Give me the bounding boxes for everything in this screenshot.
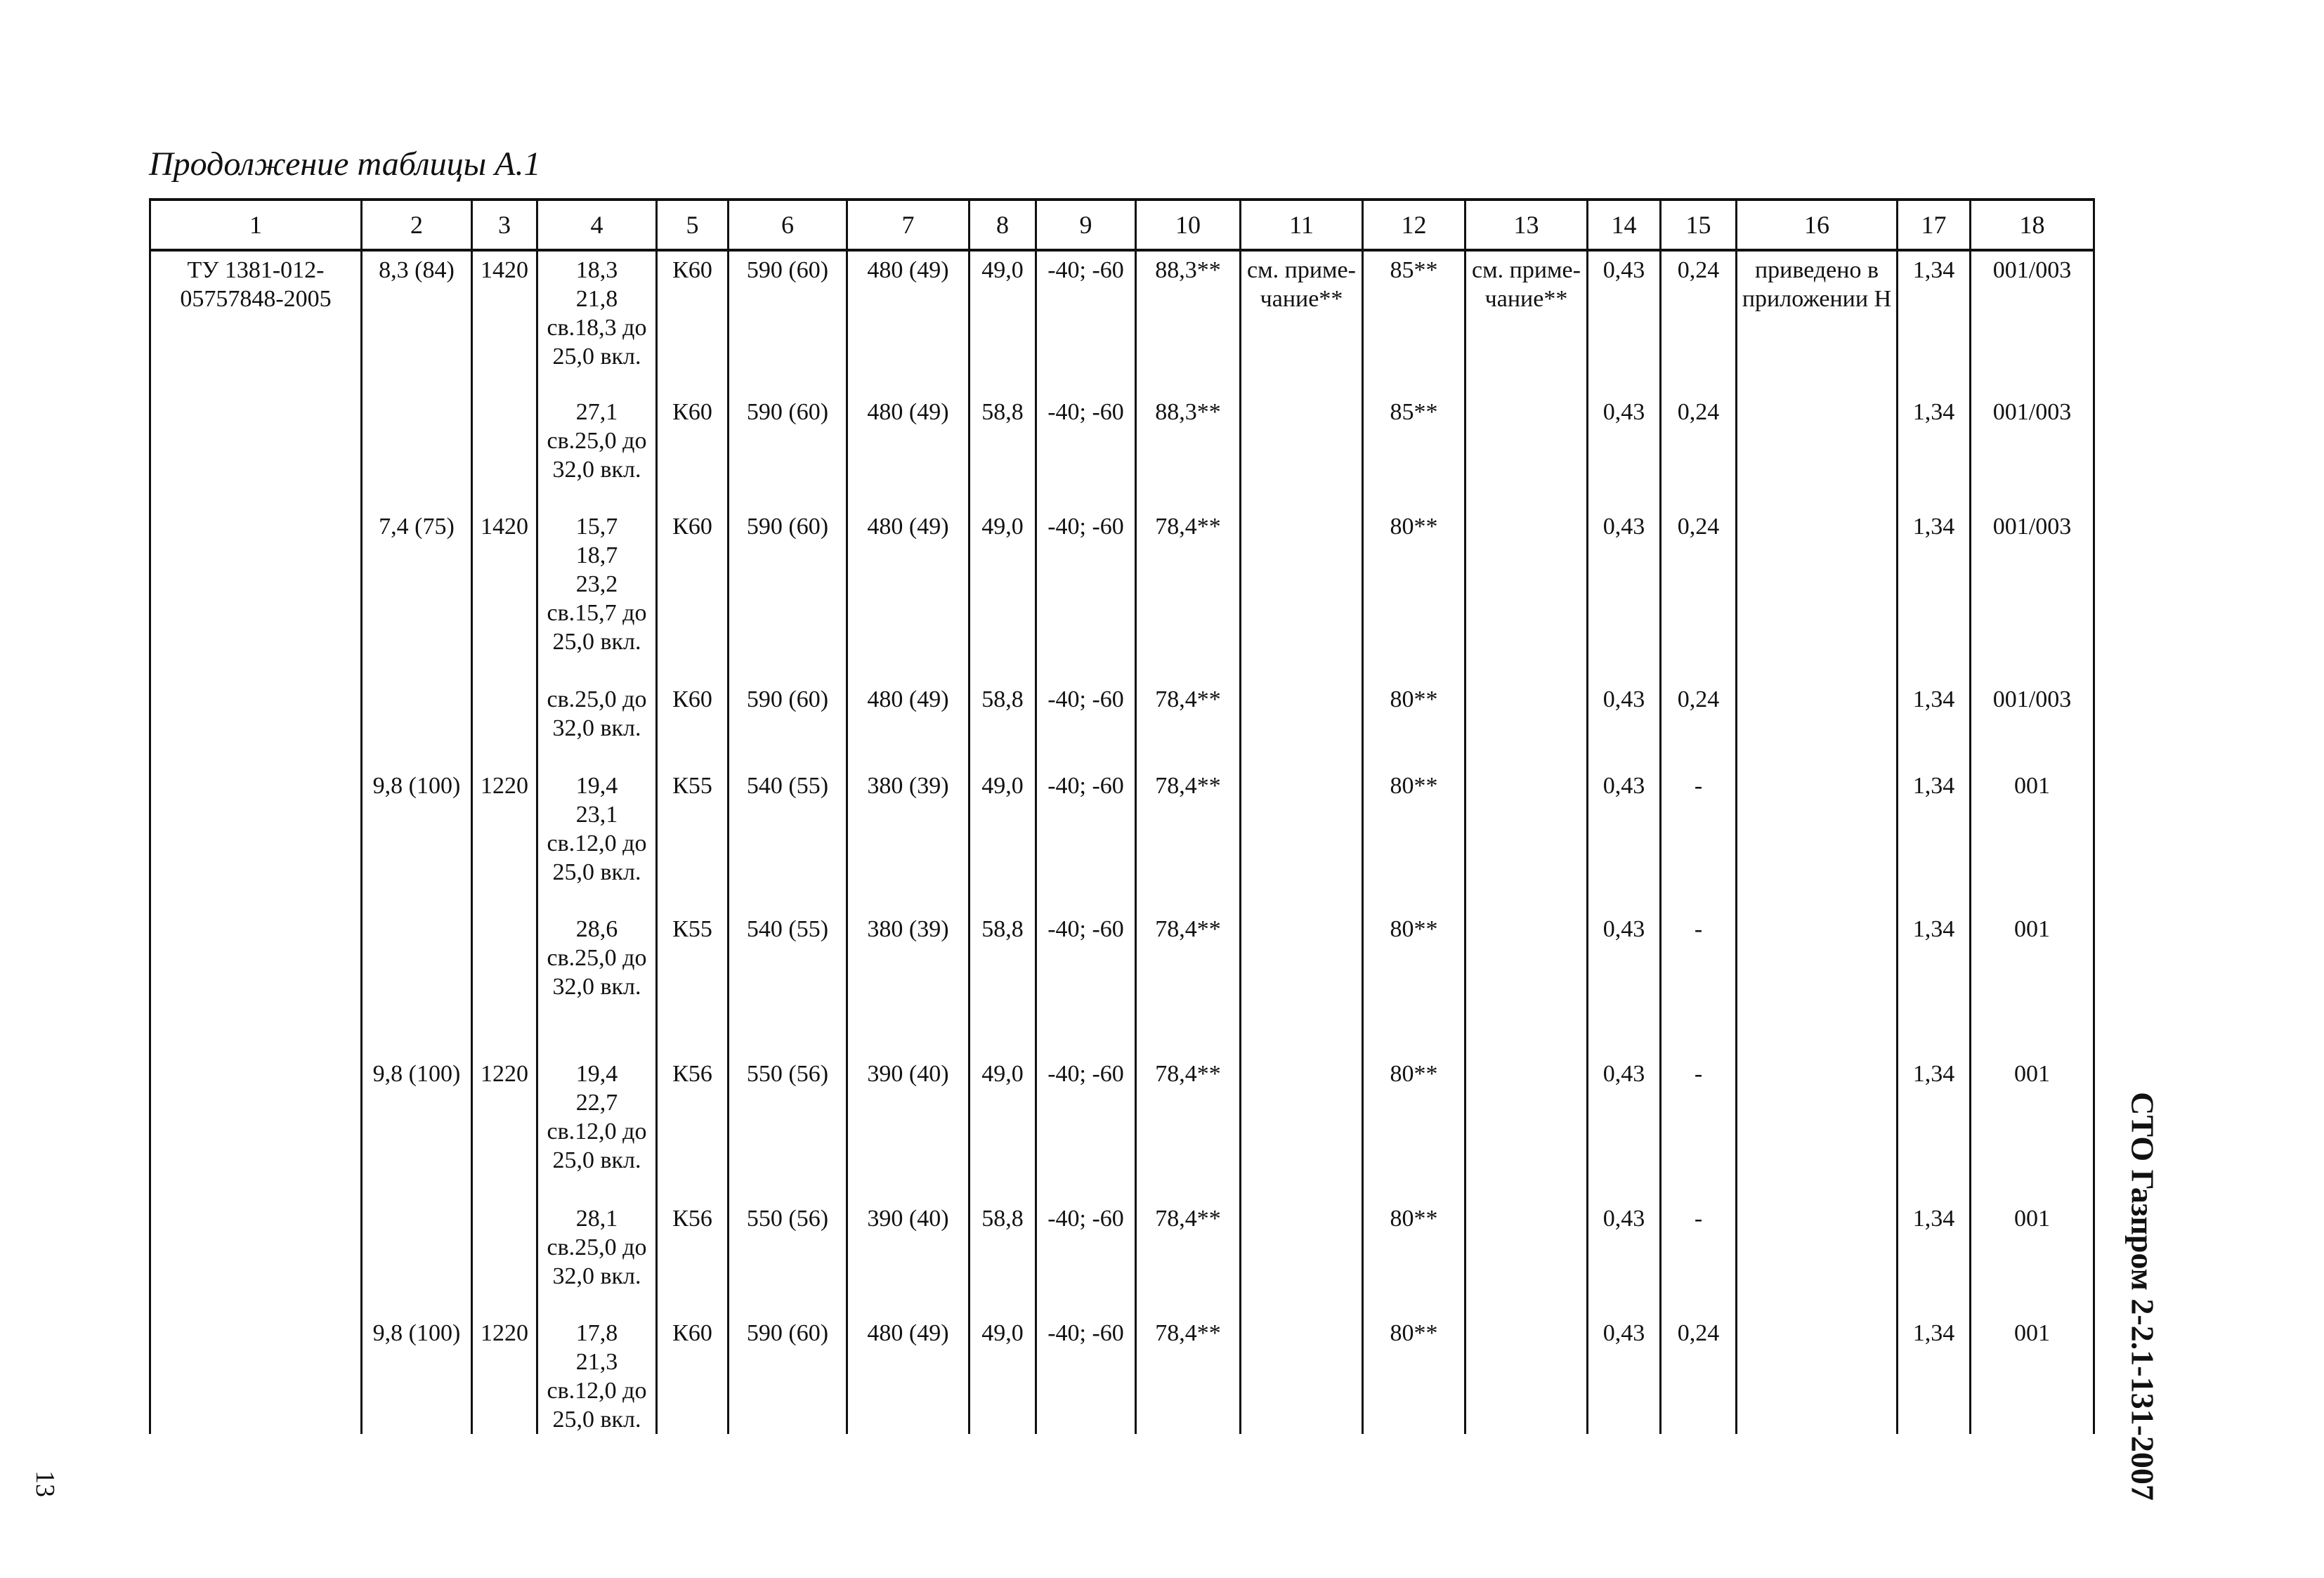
table-cell-col-8: 49,0 (970, 767, 1036, 911)
table-cell-col-5: К55 (657, 911, 729, 1055)
table-cell-col-15: 0,24 (1661, 393, 1737, 508)
table-cell-col-17: 1,34 (1898, 1200, 1971, 1315)
table-cell-col-5: К60 (657, 508, 729, 681)
table-cell-col-15: - (1661, 911, 1737, 1055)
table-cell-col-6: 590 (60) (729, 393, 847, 508)
table-cell-col-10: 78,4** (1136, 1200, 1241, 1315)
table-cell-col-10: 88,3** (1136, 393, 1241, 508)
table-cell-col-4: 28,1 св.25,0 до 32,0 вкл. (537, 1200, 657, 1315)
table-cell-col-9: -40; -60 (1036, 681, 1136, 767)
table-cell-col-7: 480 (49) (847, 681, 970, 767)
table-cell-col-18: 001/003 (1971, 681, 2094, 767)
table-cell-col-13 (1465, 911, 1588, 1055)
table-cell-col-10: 78,4** (1136, 1055, 1241, 1200)
table-cell-col-6: 550 (56) (729, 1055, 847, 1200)
table-cell-col-4: 27,1 св.25,0 до 32,0 вкл. (537, 393, 657, 508)
table-cell-col-5: К60 (657, 250, 729, 393)
table-cell-col-8: 58,8 (970, 1200, 1036, 1315)
table-cell-col-18: 001 (1971, 1315, 2094, 1434)
table-cell-col-16 (1737, 1315, 1898, 1434)
column-header-11: 11 (1241, 200, 1363, 250)
table-cell-col-16 (1737, 508, 1898, 681)
table-cell-col-18: 001 (1971, 911, 2094, 1055)
column-header-18: 18 (1971, 200, 2094, 250)
column-header-13: 13 (1465, 200, 1588, 250)
column-header-14: 14 (1588, 200, 1661, 250)
table-cell-col-18: 001 (1971, 1055, 2094, 1200)
table-row (150, 250, 2094, 393)
header-row (150, 200, 2094, 250)
page-number: 13 (30, 1471, 60, 1497)
table-cell-col-14: 0,43 (1588, 508, 1661, 681)
table-cell-col-3: 1420 (472, 508, 537, 681)
table-cell-col-13 (1465, 393, 1588, 508)
table-cell-col-14: 0,43 (1588, 1200, 1661, 1315)
table-cell-col-12: 80** (1363, 911, 1465, 1055)
table-cell-col-15: 0,24 (1661, 681, 1737, 767)
table-cell-col-2: 7,4 (75) (362, 508, 472, 681)
table-row (150, 393, 2094, 508)
column-header-5: 5 (657, 200, 729, 250)
table-cell-col-13 (1465, 508, 1588, 681)
table-cell-col-17: 1,34 (1898, 1315, 1971, 1434)
table-cell-col-7: 380 (39) (847, 911, 970, 1055)
table-cell-col-6: 540 (55) (729, 767, 847, 911)
table-continuation-title: Продолжение таблицы А.1 (149, 145, 541, 183)
table-cell-col-9: -40; -60 (1036, 393, 1136, 508)
table-cell-col-7: 480 (49) (847, 1315, 970, 1434)
table-cell-col-13 (1465, 681, 1588, 767)
table-cell-col-6: 590 (60) (729, 1315, 847, 1434)
table-row (150, 1200, 2094, 1315)
table-cell-col-5: К56 (657, 1200, 729, 1315)
table-cell-col-4: 17,8 21,3 св.12,0 до 25,0 вкл. (537, 1315, 657, 1434)
table-cell-col-13: см. приме- чание** (1465, 250, 1588, 393)
table-cell-col-12: 80** (1363, 681, 1465, 767)
column-header-10: 10 (1136, 200, 1241, 250)
table-cell-col-8: 58,8 (970, 681, 1036, 767)
column-header-3: 3 (472, 200, 537, 250)
table-cell-col-16 (1737, 911, 1898, 1055)
table-cell-col-2 (362, 911, 472, 1055)
table-cell-col-1 (150, 1315, 362, 1434)
table-cell-col-15: 0,24 (1661, 250, 1737, 393)
column-header-2: 2 (362, 200, 472, 250)
table-cell-col-15: - (1661, 1055, 1737, 1200)
table-cell-col-11 (1241, 911, 1363, 1055)
table-cell-col-2 (362, 681, 472, 767)
column-header-1: 1 (150, 200, 362, 250)
table-cell-col-11 (1241, 1055, 1363, 1200)
table-cell-col-13 (1465, 1315, 1588, 1434)
table-cell-col-3: 1220 (472, 1055, 537, 1200)
table-cell-col-18: 001/003 (1971, 508, 2094, 681)
table-cell-col-8: 49,0 (970, 508, 1036, 681)
table-cell-col-11 (1241, 767, 1363, 911)
table-cell-col-3 (472, 681, 537, 767)
table-row (150, 508, 2094, 681)
table-cell-col-5: К60 (657, 393, 729, 508)
table-cell-col-12: 85** (1363, 250, 1465, 393)
table-cell-col-3 (472, 1200, 537, 1315)
table-cell-col-8: 49,0 (970, 1055, 1036, 1200)
table-cell-col-11 (1241, 681, 1363, 767)
table-cell-col-15: - (1661, 767, 1737, 911)
table-cell-col-12: 85** (1363, 393, 1465, 508)
table-cell-col-14: 0,43 (1588, 1055, 1661, 1200)
table-cell-col-8: 58,8 (970, 393, 1036, 508)
column-header-6: 6 (729, 200, 847, 250)
table-cell-col-17: 1,34 (1898, 911, 1971, 1055)
table-cell-col-18: 001/003 (1971, 393, 2094, 508)
table-cell-col-13 (1465, 767, 1588, 911)
table-cell-col-7: 480 (49) (847, 508, 970, 681)
table-cell-col-8: 49,0 (970, 1315, 1036, 1434)
table-cell-col-12: 80** (1363, 508, 1465, 681)
table-cell-col-5: К60 (657, 1315, 729, 1434)
table-cell-col-15: - (1661, 1200, 1737, 1315)
table-cell-col-5: К56 (657, 1055, 729, 1200)
table-row (150, 911, 2094, 1055)
table-cell-col-2: 9,8 (100) (362, 767, 472, 911)
table-row (150, 681, 2094, 767)
steel-pipe-spec-table (149, 198, 2095, 1434)
table-row (150, 1315, 2094, 1434)
table-cell-col-11 (1241, 393, 1363, 508)
column-header-8: 8 (970, 200, 1036, 250)
table-cell-col-17: 1,34 (1898, 767, 1971, 911)
table-cell-col-12: 80** (1363, 767, 1465, 911)
table-cell-col-17: 1,34 (1898, 250, 1971, 393)
table-cell-col-11 (1241, 1315, 1363, 1434)
table-cell-col-10: 78,4** (1136, 1315, 1241, 1434)
table-cell-col-1 (150, 911, 362, 1055)
table-cell-col-14: 0,43 (1588, 911, 1661, 1055)
table-cell-col-9: -40; -60 (1036, 1055, 1136, 1200)
table-cell-col-9: -40; -60 (1036, 508, 1136, 681)
table-cell-col-3 (472, 393, 537, 508)
table-row (150, 1055, 2094, 1200)
table-cell-col-2 (362, 1200, 472, 1315)
table-cell-col-9: -40; -60 (1036, 911, 1136, 1055)
table-cell-col-4: 19,4 23,1 св.12,0 до 25,0 вкл. (537, 767, 657, 911)
table-cell-col-4: 15,7 18,7 23,2 св.15,7 до 25,0 вкл. (537, 508, 657, 681)
table-cell-col-17: 1,34 (1898, 393, 1971, 508)
table-cell-col-13 (1465, 1200, 1588, 1315)
table-cell-col-15: 0,24 (1661, 508, 1737, 681)
table-row (150, 767, 2094, 911)
table-cell-col-4: 28,6 св.25,0 до 32,0 вкл. (537, 911, 657, 1055)
table-cell-col-6: 550 (56) (729, 1200, 847, 1315)
document-code-label: СТО Газпром 2-2.1-131-2007 (2124, 1092, 2161, 1501)
column-header-7: 7 (847, 200, 970, 250)
table-cell-col-14: 0,43 (1588, 393, 1661, 508)
table-cell-col-16 (1737, 1200, 1898, 1315)
table-cell-col-10: 78,4** (1136, 767, 1241, 911)
table-cell-col-12: 80** (1363, 1200, 1465, 1315)
table-cell-col-17: 1,34 (1898, 681, 1971, 767)
table-cell-col-1 (150, 393, 362, 508)
column-header-12: 12 (1363, 200, 1465, 250)
table-cell-col-7: 480 (49) (847, 393, 970, 508)
table-cell-col-3 (472, 911, 537, 1055)
table-cell-col-1: ТУ 1381-012- 05757848-2005 (150, 250, 362, 393)
table-cell-col-3: 1220 (472, 767, 537, 911)
table-cell-col-11 (1241, 508, 1363, 681)
table-cell-col-2: 9,8 (100) (362, 1315, 472, 1434)
table-cell-col-16: приведено в приложении Н (1737, 250, 1898, 393)
table-cell-col-6: 590 (60) (729, 681, 847, 767)
table-cell-col-15: 0,24 (1661, 1315, 1737, 1434)
column-header-15: 15 (1661, 200, 1737, 250)
table-cell-col-12: 80** (1363, 1055, 1465, 1200)
table-cell-col-9: -40; -60 (1036, 1315, 1136, 1434)
table-cell-col-18: 001/003 (1971, 250, 2094, 393)
table-cell-col-14: 0,43 (1588, 767, 1661, 911)
table-cell-col-18: 001 (1971, 1200, 2094, 1315)
table-cell-col-10: 78,4** (1136, 911, 1241, 1055)
table-cell-col-7: 390 (40) (847, 1055, 970, 1200)
column-header-4: 4 (537, 200, 657, 250)
table-cell-col-16 (1737, 681, 1898, 767)
table-cell-col-4: св.25,0 до 32,0 вкл. (537, 681, 657, 767)
table-cell-col-13 (1465, 1055, 1588, 1200)
column-header-16: 16 (1737, 200, 1898, 250)
table-cell-col-14: 0,43 (1588, 250, 1661, 393)
table-cell-col-12: 80** (1363, 1315, 1465, 1434)
table-cell-col-16 (1737, 767, 1898, 911)
table-cell-col-2: 8,3 (84) (362, 250, 472, 393)
table-cell-col-16 (1737, 393, 1898, 508)
table-cell-col-1 (150, 1055, 362, 1200)
table-cell-col-16 (1737, 1055, 1898, 1200)
table-cell-col-8: 58,8 (970, 911, 1036, 1055)
table-cell-col-4: 18,3 21,8 св.18,3 до 25,0 вкл. (537, 250, 657, 393)
column-header-17: 17 (1898, 200, 1971, 250)
table-cell-col-5: К60 (657, 681, 729, 767)
table-cell-col-6: 590 (60) (729, 250, 847, 393)
table-cell-col-3: 1220 (472, 1315, 537, 1434)
table-cell-col-10: 78,4** (1136, 681, 1241, 767)
table-cell-col-11: см. приме- чание** (1241, 250, 1363, 393)
table-cell-col-14: 0,43 (1588, 681, 1661, 767)
table-cell-col-1 (150, 508, 362, 681)
table-cell-col-9: -40; -60 (1036, 250, 1136, 393)
table-cell-col-3: 1420 (472, 250, 537, 393)
table-cell-col-9: -40; -60 (1036, 1200, 1136, 1315)
table-cell-col-2 (362, 393, 472, 508)
table-cell-col-10: 78,4** (1136, 508, 1241, 681)
table-cell-col-6: 540 (55) (729, 911, 847, 1055)
table-cell-col-1 (150, 1200, 362, 1315)
table-cell-col-18: 001 (1971, 767, 2094, 911)
table-cell-col-6: 590 (60) (729, 508, 847, 681)
table-cell-col-10: 88,3** (1136, 250, 1241, 393)
table-cell-col-14: 0,43 (1588, 1315, 1661, 1434)
table-cell-col-4: 19,4 22,7 св.12,0 до 25,0 вкл. (537, 1055, 657, 1200)
table-cell-col-7: 390 (40) (847, 1200, 970, 1315)
table-cell-col-7: 480 (49) (847, 250, 970, 393)
table-cell-col-8: 49,0 (970, 250, 1036, 393)
table-cell-col-17: 1,34 (1898, 508, 1971, 681)
table-cell-col-11 (1241, 1200, 1363, 1315)
table-cell-col-1 (150, 767, 362, 911)
table-cell-col-9: -40; -60 (1036, 767, 1136, 911)
table-cell-col-7: 380 (39) (847, 767, 970, 911)
table-cell-col-17: 1,34 (1898, 1055, 1971, 1200)
table-cell-col-5: К55 (657, 767, 729, 911)
column-header-9: 9 (1036, 200, 1136, 250)
table-cell-col-2: 9,8 (100) (362, 1055, 472, 1200)
table-cell-col-1 (150, 681, 362, 767)
